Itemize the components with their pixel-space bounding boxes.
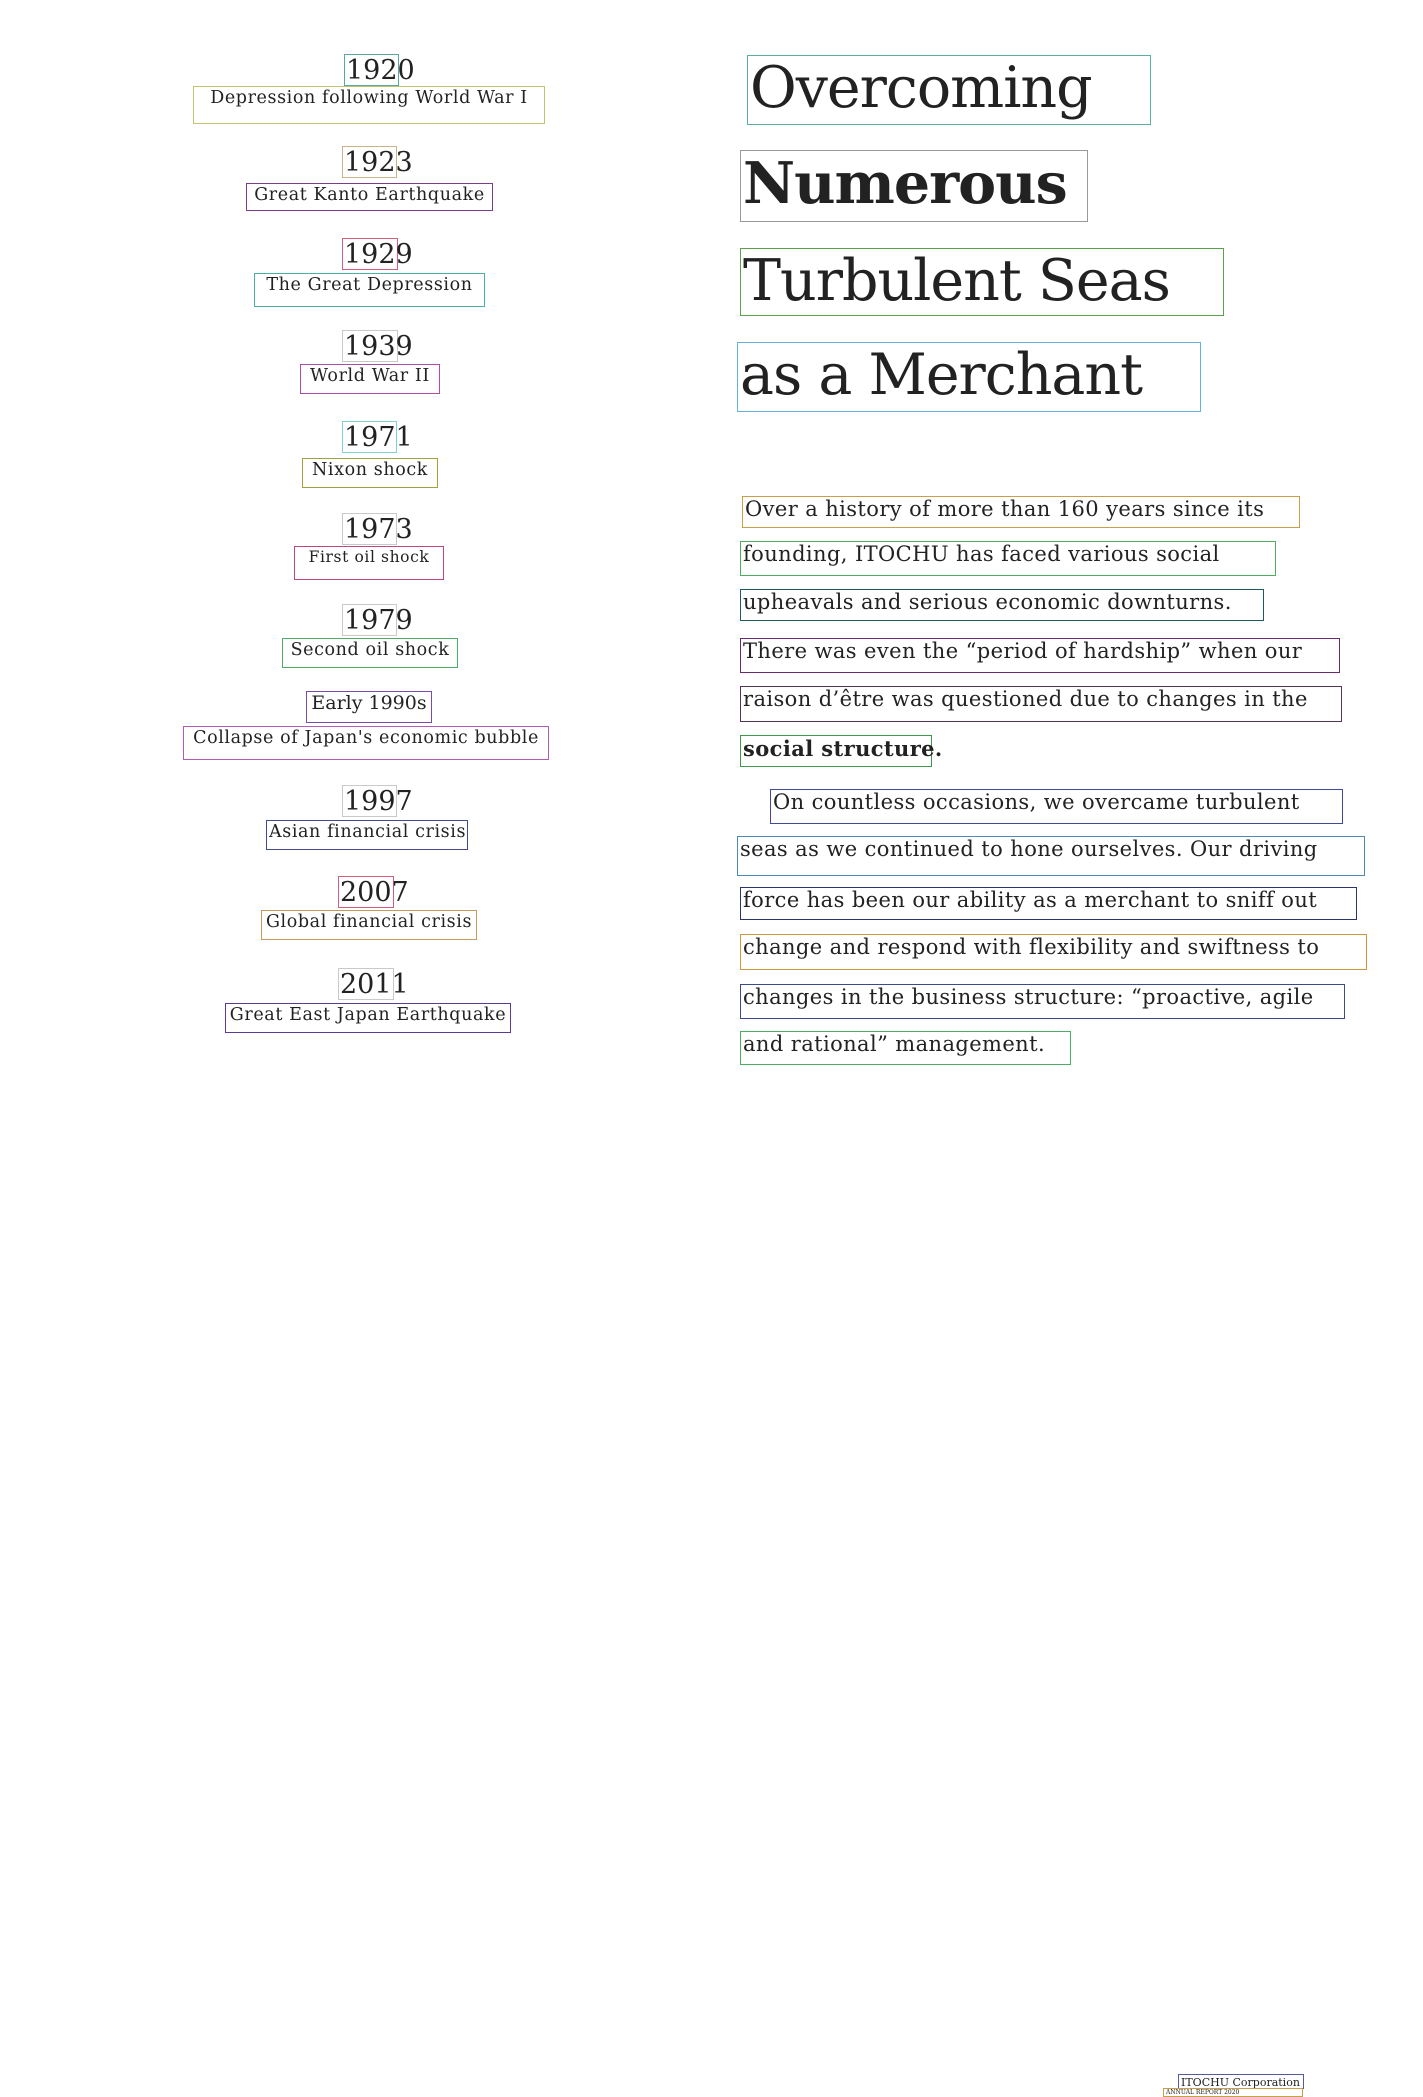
heading-line-3: Turbulent Seas [740, 248, 1224, 316]
paragraph-1-line-2: founding, ITOCHU has faced various social [740, 541, 1276, 576]
timeline-year-early-1990s: Early 1990s [306, 691, 432, 723]
paragraph-2-line-1: On countless occasions, we overcame turbulent [770, 789, 1343, 824]
timeline-year-1929: 1929 [344, 239, 413, 270]
footer-company: ITOCHU Corporation [1178, 2074, 1304, 2089]
paragraph-1-line-5: raison d’être was questioned due to changes in the [740, 686, 1342, 722]
timeline-event-early-1990s: Collapse of Japan's economic bubble [183, 726, 549, 760]
timeline-event-2007: Global financial crisis [261, 910, 477, 940]
timeline-event-1939: World War II [300, 364, 440, 394]
timeline-event-2011: Great East Japan Earthquake [225, 1003, 511, 1033]
paragraph-1-line-1: Over a history of more than 160 years since its [742, 496, 1300, 528]
timeline-year-1920: 1920 [346, 55, 415, 86]
heading-line-4: as a Merchant [737, 342, 1201, 412]
timeline-event-1997: Asian financial crisis [266, 820, 468, 850]
timeline-year-1939: 1939 [344, 331, 413, 362]
paragraph-2-line-6: and rational” management. [740, 1031, 1071, 1065]
paragraph-2-line-4: change and respond with flexibility and swiftness to [740, 934, 1367, 970]
timeline-event-1971: Nixon shock [302, 458, 438, 488]
timeline-event-1979: Second oil shock [282, 638, 458, 668]
timeline-year-1979: 1979 [344, 605, 413, 636]
footer-report: ANNUAL REPORT 2020 [1163, 2088, 1303, 2097]
timeline-year-2011: 2011 [340, 969, 409, 1000]
paragraph-2-line-5: changes in the business structure: “proactive, agile [740, 984, 1345, 1019]
timeline-event-1920: Depression following World War I [193, 86, 545, 124]
paragraph-1-line-6: social structure. [740, 735, 932, 767]
paragraph-2-line-2: seas as we continued to hone ourselves. Our driving [737, 836, 1365, 876]
timeline-year-1923: 1923 [344, 147, 413, 178]
timeline-event-1929: The Great Depression [254, 273, 485, 307]
timeline-year-2007: 2007 [340, 877, 409, 908]
timeline-event-1923: Great Kanto Earthquake [246, 183, 493, 211]
heading-line-2: Numerous [740, 150, 1088, 222]
timeline-year-1997: 1997 [344, 786, 413, 817]
timeline-year-1973: 1973 [344, 514, 413, 545]
paragraph-1-line-3: upheavals and serious economic downturns. [740, 589, 1264, 621]
paragraph-2-line-3: force has been our ability as a merchant to sniff out [740, 887, 1357, 920]
heading-line-1: Overcoming [747, 55, 1151, 125]
paragraph-1-line-4: There was even the “period of hardship” when our [740, 638, 1340, 673]
timeline-year-1971: 1971 [344, 422, 413, 453]
timeline-event-1973: First oil shock [294, 546, 444, 580]
